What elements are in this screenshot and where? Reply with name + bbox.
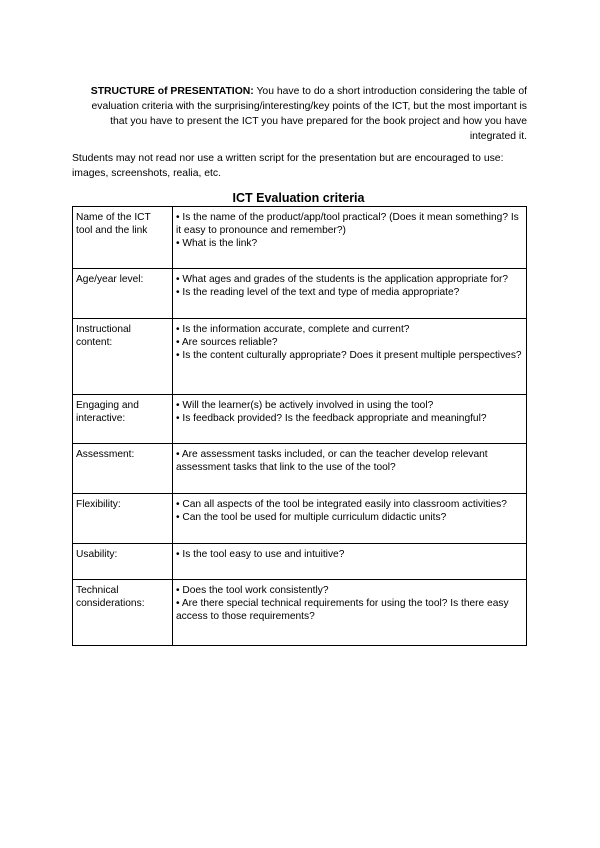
presentation-structure-heading: STRUCTURE of PRESENTATION: xyxy=(90,86,254,97)
criterion-label: Name of the ICT tool and the link xyxy=(73,207,173,269)
criterion-questions xyxy=(173,580,527,646)
criterion-question: • What ages and grades of the students is the application appropriate for? xyxy=(176,274,509,285)
criterion-label: Technical considerations: xyxy=(73,580,173,646)
table-row-assessment xyxy=(73,444,527,494)
criterion-question: • Is the tool easy to use and intuitive? xyxy=(176,549,345,560)
criterion-question: • Is the information accurate, complete and current? xyxy=(176,324,410,335)
table-row-engaging xyxy=(73,395,527,444)
presentation-note: Students may not read nor use a written script for the presentation but are encouraged to use: images, screenshots, realia, etc. xyxy=(72,153,504,179)
criterion-questions xyxy=(173,494,527,544)
criterion-question: • Are sources reliable? xyxy=(176,337,278,348)
criterion-label: Usability: xyxy=(73,544,173,580)
criterion-question: • Can the tool be used for multiple curriculum didactic units? xyxy=(176,512,447,523)
table-row-name xyxy=(73,207,527,269)
criterion-label: Engaging and interactive: xyxy=(73,395,173,444)
criterion-questions xyxy=(173,207,527,269)
criterion-label: Instructional content: xyxy=(73,319,173,395)
criterion-label: Assessment: xyxy=(73,444,173,494)
criterion-question: • Is feedback provided? Is the feedback appropriate and meaningful? xyxy=(176,413,487,424)
criterion-questions xyxy=(173,269,527,319)
criterion-question: • Does the tool work consistently? xyxy=(176,585,329,596)
criterion-question: • Is the reading level of the text and type of media appropriate? xyxy=(176,287,460,298)
table-row-age xyxy=(73,269,527,319)
criterion-questions xyxy=(173,444,527,494)
presentation-structure-text: You have to do a short introduction considering the table of evaluation criteria with the surprising/interesting/key points of the ICT, but the most important is that you have to present the ICT you have prepared for the book project and how you have integrated it. xyxy=(91,86,527,142)
criterion-questions xyxy=(173,544,527,580)
table-row-instructional xyxy=(73,319,527,395)
criterion-question: • Is the content culturally appropriate? Does it present multiple perspectives? xyxy=(176,350,522,361)
criterion-label: Flexibility: xyxy=(73,494,173,544)
presentation-structure-paragraph xyxy=(72,84,527,144)
evaluation-criteria-table xyxy=(72,206,527,646)
table-row-technical xyxy=(73,580,527,646)
criterion-question: • Is the name of the product/app/tool practical? (Does it mean something? Is it easy to pronounce and remember?) xyxy=(176,212,519,236)
criterion-question: • Will the learner(s) be actively involved in using the tool? xyxy=(176,400,434,411)
criterion-label: Age/year level: xyxy=(73,269,173,319)
criterion-question: • Are assessment tasks included, or can the teacher develop relevant assessment tasks that link to the use of the tool? xyxy=(176,449,488,473)
table-row-flexibility xyxy=(73,494,527,544)
criterion-question: • Can all aspects of the tool be integrated easily into classroom activities? xyxy=(176,499,507,510)
criterion-question: • Are there special technical requirements for using the tool? Is there easy access to those requirements? xyxy=(176,598,509,622)
table-title: ICT Evaluation criteria xyxy=(232,191,365,205)
criterion-question: • What is the link? xyxy=(176,238,258,249)
criterion-questions xyxy=(173,395,527,444)
criterion-questions xyxy=(173,319,527,395)
table-row-usability xyxy=(73,544,527,580)
